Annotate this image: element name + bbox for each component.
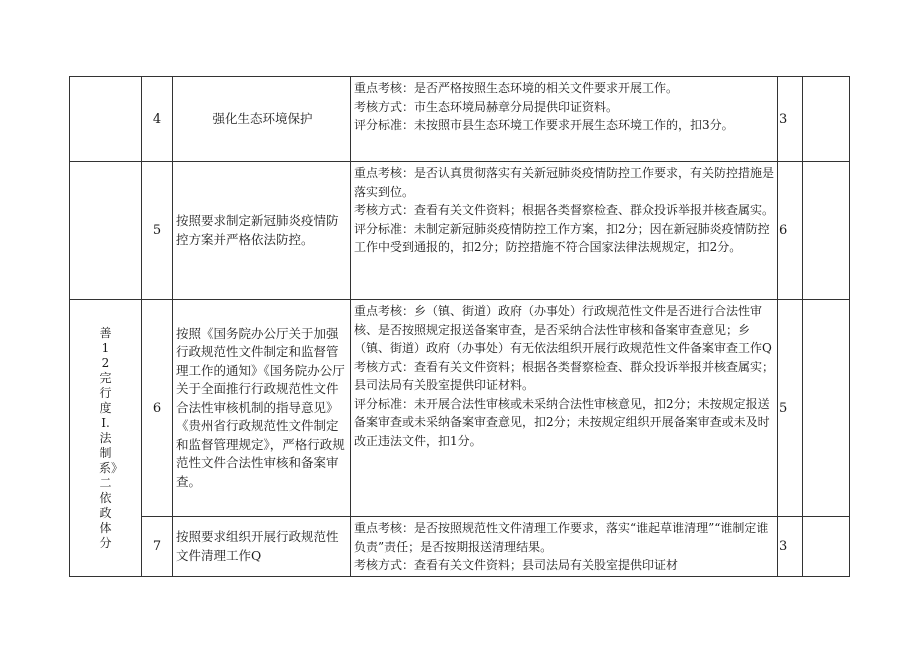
method-text: 考核方式：查看有关文件资料；县司法局有关股室提供印证材 xyxy=(354,558,679,572)
table-row xyxy=(70,517,850,577)
score-value: 3 xyxy=(778,517,803,577)
criteria-cell xyxy=(351,77,778,162)
score-value: 6 xyxy=(778,162,803,300)
remarks-cell xyxy=(803,162,850,300)
criteria-cell xyxy=(351,300,778,517)
category-label: 善12完行度I.法制系》二依政体分 xyxy=(99,325,124,550)
standard-text: 评分标准：未按照市县生态环境工作要求开展生态环境工作的，扣3分。 xyxy=(354,118,734,132)
focus-text: 重点考核：是否严格按照生态环境的相关文件要求开展工作。 xyxy=(354,81,679,95)
category-cell-empty xyxy=(70,162,142,300)
row-number: 5 xyxy=(142,162,173,300)
assessment-item: 按照《国务院办公厅关于加强行政规范性文件制定和监督管理工作的通知》《国务院办公厅关于全面推行行政规范性文件合法性审核机制的指导意见》《贵州省行政规范性文件制定和监督管理规定》，严格行政规范性文件合法性审核和备案审查。 xyxy=(173,300,351,517)
focus-text: 重点考核：乡（镇、街道）政府（办事处）行政规范性文件是否进行合法性审核、是否按照规定报送备案审查，是否采纳合法性审核和备案审查意见；乡（镇、街道）政府（办事处）有无依法组织开展行政规范性文件备案审查工作Q xyxy=(354,304,772,355)
assessment-item: 按照要求制定新冠肺炎疫情防控方案并严格依法防控。 xyxy=(173,162,351,300)
remarks-cell xyxy=(803,517,850,577)
focus-text: 重点考核：是否认真贯彻落实有关新冠肺炎疫情防控工作要求，有关防控措施是落实到位。 xyxy=(354,166,775,199)
assessment-item: 强化生态环境保护 xyxy=(173,77,351,162)
table-row xyxy=(70,162,850,300)
method-text: 考核方式：查看有关文件资料；根据各类督察检查、群众投诉举报并核查属实；县司法局有关股室提供印证材料。 xyxy=(354,359,775,392)
criteria-cell xyxy=(351,517,778,577)
standard-text: 评分标准：未开展合法性审核或未采纳合法性审核意见，扣2分；未按规定报送备案审查或未采纳备案审查意见，扣2分；未按规定组织开展备案审查或未及时改正违法文件，扣1分。 xyxy=(354,396,770,448)
row-number: 4 xyxy=(142,77,173,162)
category-cell-empty xyxy=(70,77,142,162)
method-text: 考核方式：查看有关文件资料；根据各类督察检查、群众投诉举报并核查属实。 xyxy=(354,203,775,217)
table-row xyxy=(70,300,850,517)
row-number: 6 xyxy=(142,300,173,517)
method-text: 考核方式：市生态环境局赫章分局提供印证资料。 xyxy=(354,99,619,114)
score-value: 3 xyxy=(778,77,803,162)
assessment-table xyxy=(69,76,850,577)
assessment-item: 按照要求组织开展行政规范性文件清理工作Q xyxy=(173,517,351,577)
standard-text: 评分标准：未制定新冠肺炎疫情防控工作方案，扣2分；因在新冠肺炎疫情防控工作中受到通报的，扣2分；防控措施不符合国家法律法规规定，扣2分。 xyxy=(354,221,770,254)
category-label-cell xyxy=(70,300,142,577)
remarks-cell xyxy=(803,77,850,162)
focus-text: 重点考核：是否按照规范性文件清理工作要求，落实“谁起草谁清理”“谁制定谁负责”责任；是否按期报送清理结果。 xyxy=(354,521,769,554)
criteria-cell xyxy=(351,162,778,300)
table-row xyxy=(70,77,850,162)
assessment-table-sheet xyxy=(69,76,849,577)
remarks-cell xyxy=(803,300,850,517)
score-value: 5 xyxy=(778,300,803,517)
row-number: 7 xyxy=(142,517,173,577)
